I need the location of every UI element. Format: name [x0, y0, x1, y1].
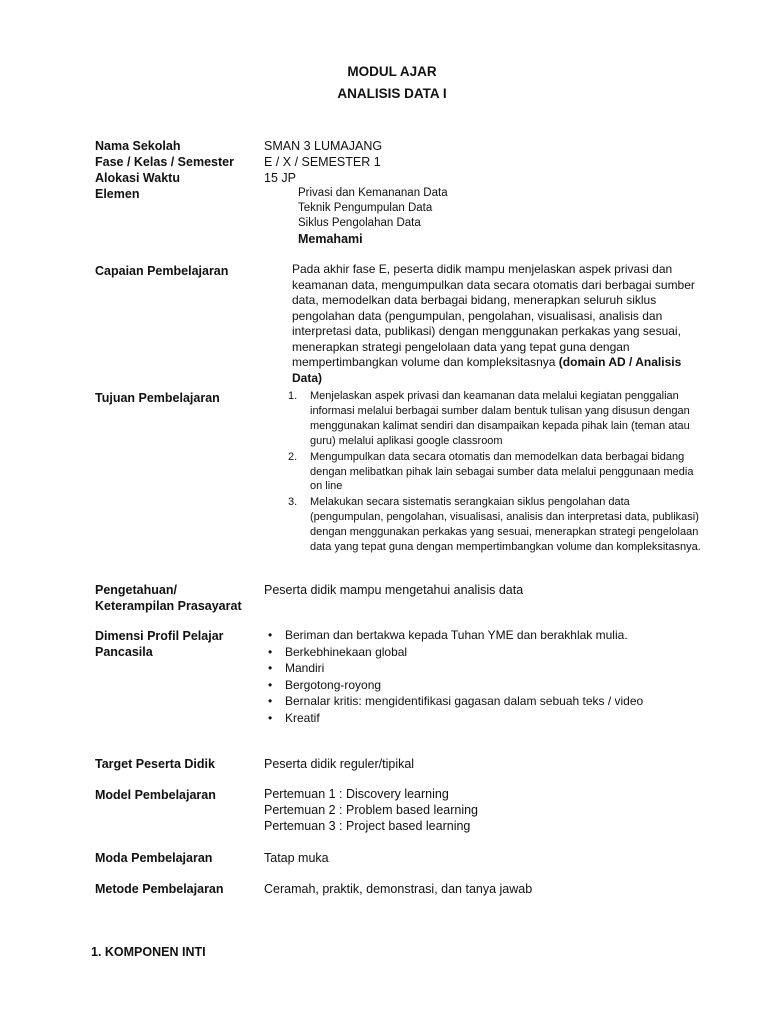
list-item: • Beriman dan bertakwa kepada Tuhan YME dan berakhlak mulia. [268, 627, 643, 644]
list-item: • Bernalar kritis: mengidentifikasi gagasan dalam sebuah teks / video [268, 693, 643, 710]
section-heading: 1. KOMPONEN INTI [91, 945, 206, 959]
list-text: Melakukan secara sistematis serangkaian siklus pengolahan data (pengumpulan, pengolahan, visualisasi, analisis dan interpretasi data, publikasi) dengan menggunakan perkakas yang sesuai, menerapkan strategi pengelolaan data yang tepat guna dengan mempertimbangkan volume dan kompleksitasnya. [310, 496, 701, 554]
label-moda-pembelajaran: Moda Pembelajaran [95, 851, 213, 865]
list-item: • Bergotong-royong [268, 677, 643, 694]
elemen-item: Memahami [298, 232, 363, 246]
model-list [264, 786, 478, 834]
value-alokasi-waktu: 15 JP [264, 171, 296, 185]
label-fase-kelas: Fase / Kelas / Semester [95, 155, 234, 169]
value-metode-pembelajaran: Ceramah, praktik, demonstrasi, dan tanya jawab [264, 882, 533, 896]
elemen-item: Privasi dan Kemananan Data [298, 187, 448, 199]
label-profil-line2: Pancasila [95, 645, 153, 659]
capaian-body: Pada akhir fase E, peserta didik mampu menjelaskan aspek privasi dan keamanan data, mengumpulkan data secara otomatis dari berbagai sumber data, memodelkan data berbagai bidang, menerapkan seluruh siklus pengolahan data (pengumpulan, pengolahan, visualisasi, analisis dan interpretasi data, publikasi) dengan menggunakan perkakas yang sesuai, menerapkan strategi pengelolaan data yang tepat guna dengan mempertimbangkan volume dan kompleksitasnya [292, 262, 695, 369]
list-item: Pertemuan 1 : Discovery learning [264, 787, 449, 801]
list-number: 1. [288, 390, 298, 402]
doc-subtitle: ANALISIS DATA I [337, 86, 447, 101]
label-prasyarat-line1: Pengetahuan/ [95, 583, 177, 597]
list-item [284, 495, 704, 555]
list-number: 2. [288, 450, 298, 463]
list-number: 3. [288, 496, 298, 509]
list-text: Menjelaskan aspek privasi dan keamanan data melalui kegiatan penggalian informasi melalui berbagai sumber dalam bentuk tulisan yang disusun dengan menggunakan kalimat sendiri dan disampaikan kepada pihak lain (teman atau guru) melalui aplikasi google classroom [310, 390, 690, 447]
list-item [284, 389, 704, 449]
label-prasyarat-line2: Keterampilan Prasayarat [95, 599, 242, 613]
label-target-peserta: Target Peserta Didik [95, 757, 215, 771]
profil-list [268, 627, 643, 727]
label-elemen: Elemen [95, 187, 140, 201]
list-item [284, 450, 704, 495]
list-item: Pertemuan 3 : Project based learning [264, 819, 471, 833]
list-text: Mengumpulkan data secara otomatis dan memodelkan data berbagai bidang dengan melibatkan pihak lain sebagai sumber data melalui penggunaan media on line [310, 450, 694, 493]
value-prasyarat: Peserta didik mampu mengetahui analisis data [264, 583, 524, 597]
label-metode-pembelajaran: Metode Pembelajaran [95, 882, 224, 896]
value-fase-kelas: E / X / SEMESTER 1 [264, 155, 381, 169]
elemen-item: Teknik Pengumpulan Data [298, 202, 433, 214]
list-item: • Mandiri [268, 660, 643, 677]
value-nama-sekolah: SMAN 3 LUMAJANG [264, 139, 383, 153]
label-profil-line1: Dimensi Profil Pelajar [95, 629, 224, 643]
value-moda-pembelajaran: Tatap muka [264, 851, 329, 865]
elemen-item: Siklus Pengolahan Data [298, 217, 421, 229]
label-nama-sekolah: Nama Sekolah [95, 139, 181, 153]
doc-title: MODUL AJAR [347, 64, 437, 79]
capaian-domain: (domain AD / Analisis Data) [292, 355, 682, 385]
value-target-peserta: Peserta didik reguler/tipikal [264, 757, 415, 771]
label-capaian-pembelajaran: Capaian Pembelajaran [95, 264, 229, 278]
list-item: • Kreatif [268, 710, 643, 727]
label-profil-pancasila [95, 628, 224, 660]
tujuan-list [284, 389, 704, 556]
label-prasyarat [95, 582, 242, 614]
list-item: Pertemuan 2 : Problem based learning [264, 803, 479, 817]
label-alokasi-waktu: Alokasi Waktu [95, 171, 180, 185]
label-tujuan-pembelajaran: Tujuan Pembelajaran [95, 391, 220, 405]
capaian-text [292, 262, 702, 386]
list-item: • Berkebhinekaan global [268, 644, 643, 661]
elemen-list [298, 186, 448, 248]
label-model-pembelajaran: Model Pembelajaran [95, 788, 216, 802]
